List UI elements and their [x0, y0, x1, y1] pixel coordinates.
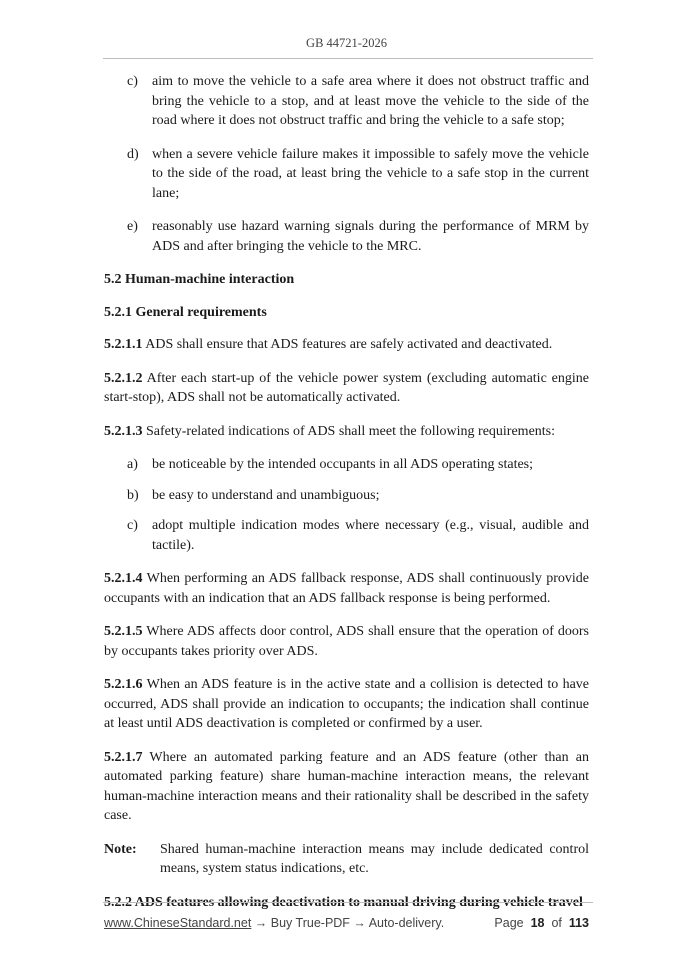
header-rule	[103, 58, 593, 59]
clause-number: 5.2.1.1	[104, 337, 143, 352]
footer-left	[104, 916, 444, 930]
clause-number: 5.2.1.2	[104, 370, 143, 386]
clause-number: 5.2.1.3	[104, 423, 143, 439]
list-text: be noticeable by the intended occupants in all ADS operating states;	[152, 457, 534, 472]
list-item	[104, 217, 589, 256]
list-text: be easy to understand and unambiguous;	[152, 487, 380, 503]
list-marker: c)	[127, 518, 138, 533]
list-text: aim to move the vehicle to a safe area where it does not obstruct traffic and bring the vehicle to a stop, and at least move the vehicle to the side of the road where it does not obstruct traffic and bring the vehicle to a safe stop;	[152, 74, 589, 128]
of-word: of	[551, 916, 562, 930]
clause-5-2-1-2	[104, 369, 589, 408]
list-marker: a)	[127, 457, 138, 472]
list-marker: b)	[127, 487, 139, 503]
page-word: Page	[494, 916, 524, 930]
clause-5-2-1-6	[104, 675, 589, 734]
list-marker: d)	[127, 146, 139, 162]
note-label: Note:	[104, 841, 137, 857]
footer-rule	[103, 902, 593, 903]
clause-text: Where ADS affects door control, ADS shall ensure that the operation of doors by occupants takes priority over ADS.	[104, 624, 589, 659]
clause-number: 5.2.1.7	[104, 749, 143, 765]
list-item	[104, 72, 589, 131]
clause-text: Where an automated parking feature and an ADS feature (other than an automated parking feature) share human-machine interaction means, the relevant human-machine interaction means and their rationality shall be described in the safety case.	[104, 749, 589, 823]
clause-number: 5.2.1.5	[104, 624, 143, 639]
list-item	[104, 145, 589, 204]
clause-5-2-1-1	[104, 335, 589, 355]
note	[104, 840, 589, 879]
section-heading-5-2: 5.2 Human-machine interaction	[104, 272, 295, 287]
clause-text: When performing an ADS fallback response, ADS shall continuously provide occupants with an indication that an ADS fallback response is being performed.	[104, 571, 589, 606]
list-marker: e)	[127, 219, 138, 234]
list-item	[104, 516, 589, 555]
clause-number: 5.2.1.6	[104, 677, 143, 692]
clause-5-2-1-3	[104, 422, 589, 442]
page-body	[104, 72, 589, 925]
list-item	[104, 486, 589, 506]
page-footer	[104, 916, 589, 930]
list-text: when a severe vehicle failure makes it impossible to safely move the vehicle to the side of the road, at least bring the vehicle to a safe stop in the current lane;	[152, 146, 589, 201]
clause-5-2-1-4	[104, 569, 589, 608]
page-total: 113	[568, 916, 589, 930]
list-marker: c)	[127, 74, 138, 89]
list-text: adopt multiple indication modes where necessary (e.g., visual, audible and tactile).	[152, 518, 589, 553]
section-heading-5-2-2: 5.2.2 ADS features allowing deactivation to manual driving during vehicle travel	[104, 894, 583, 910]
page-indicator	[494, 916, 589, 930]
clause-5-2-1-7	[104, 748, 589, 826]
page-number: 18	[530, 916, 545, 930]
list-text: reasonably use hazard warning signals during the performance of MRM by ADS and after bringing the vehicle to the MRC.	[152, 219, 589, 254]
footer-tagline: → Buy True-PDF → Auto-delivery.	[251, 916, 445, 930]
clause-text: When an ADS feature is in the active state and a collision is detected to have occurred, ADS shall provide an indication to occupants; the indication shall continue at least until ADS deactivation is completed or confirmed by a user.	[104, 677, 589, 731]
section-heading-5-2-1: 5.2.1 General requirements	[104, 304, 267, 320]
clause-5-2-1-5	[104, 622, 589, 661]
clause-text: After each start-up of the vehicle power system (excluding automatic engine start-stop), ADS shall not be automatically activated.	[104, 370, 589, 405]
clause-text: ADS shall ensure that ADS features are safely activated and deactivated.	[142, 337, 553, 352]
clause-text: Safety-related indications of ADS shall meet the following requirements:	[142, 423, 556, 439]
site-link[interactable]: www.ChineseStandard.net	[104, 916, 252, 930]
list-item	[104, 455, 589, 475]
running-header: GB 44721-2026	[306, 36, 387, 50]
clause-number: 5.2.1.4	[104, 571, 143, 586]
note-text: Shared human-machine interaction means may include dedicated control means, system status indications, etc.	[160, 841, 589, 876]
